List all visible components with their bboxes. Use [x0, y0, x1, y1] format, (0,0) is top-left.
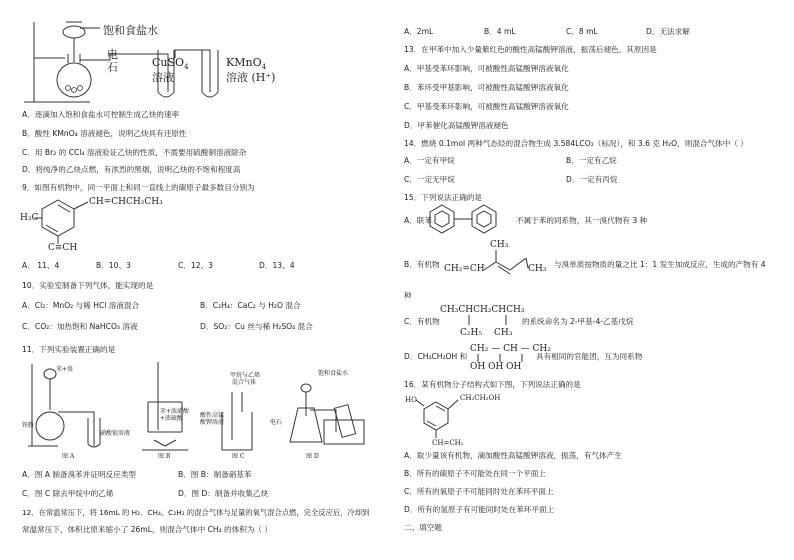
q16-option-d: D．所有的氢原子有可能同时处在苯环平面上 — [404, 505, 555, 514]
q16-option-c: C．所有的氧原子不可能同时处在苯环平面上 — [404, 487, 554, 496]
q11-option-b: B．图 B：制备硝基苯 — [178, 470, 252, 479]
label-saturated-brine-d: 饱和食盐水 — [318, 370, 349, 377]
q16-vinyl: CH=CH₂ — [432, 439, 464, 447]
q15-option-c-text: 的系统命名为 2-甲基-4-乙基戊烷 — [522, 317, 634, 326]
q15-c-branches — [440, 315, 520, 329]
label-benzene-nitric: 苯+浓硝酸 — [160, 408, 190, 415]
q16-option-b: B．所有的碳原子不可能处在同一个平面上 — [404, 469, 546, 478]
q15-option-d-prefix: D．CH₃CH₂OH 和 — [404, 352, 468, 361]
q9-option-a: A． 11、4 — [22, 261, 60, 270]
caption-figure-c: 图 C — [232, 453, 245, 460]
q8-option-a: A．逐滴加入饱和食盐水可控制生成乙炔的速率 — [22, 110, 180, 119]
round-flask — [57, 63, 91, 97]
q10-stem: 10．实验室制备下列气体，能实现的是 — [22, 281, 154, 290]
q12-option-b: B．4 mL — [484, 27, 516, 36]
bond — [484, 262, 496, 270]
q13-option-d: D．甲苯催化高锰酸钾溶液褪色 — [404, 121, 509, 130]
label-sulfuric: +浓硫酸 — [160, 415, 184, 422]
label-mixed-gas: 混合气体 — [232, 379, 257, 386]
q14-option-a: A．一定有甲烷 — [404, 156, 455, 165]
q9-option-d: D．13、4 — [259, 261, 295, 270]
bond-to-chain — [448, 400, 458, 409]
burner-b — [154, 440, 176, 446]
label-benzene-bromine: 苯+溴 — [56, 366, 74, 373]
q8-option-b: B．酸性 KMnO₄ 溶液褪色，说明乙炔具有还原性 — [22, 129, 187, 138]
label-cuso4-solution: 溶液 — [152, 71, 174, 84]
q16-option-a: A．取少量该有机物，滴加酸性高锰酸钾溶液，振荡，有气体产生 — [404, 451, 622, 460]
q15-option-d-text: 具有相同的官能团，互为同系物 — [536, 352, 643, 361]
label-kmno4-sub: 4 — [261, 63, 267, 72]
q11-option-d: D．图 D：制备并收集乙炔 — [178, 489, 269, 498]
q11-figure-a — [28, 360, 108, 450]
calcium-carbide-lump — [72, 88, 77, 93]
q15-d-glycerol-bottom: OH OH OH — [470, 362, 522, 372]
q15-option-a-prefix: A．联苯 — [404, 216, 432, 225]
q13-option-c: C．甲基受苯环影响，可被酸性高锰酸钾溶液氧化 — [404, 102, 569, 111]
inner-ring-1 — [435, 211, 449, 227]
calcium-carbide-lump — [66, 86, 71, 91]
double-bond — [46, 225, 58, 232]
q9-methyl-label: H₃C — [20, 213, 39, 223]
label-saturated-brine: 饱和食盐水 — [103, 24, 158, 37]
q15-b-vinyl: CH₂=CH — [444, 264, 485, 274]
q14-option-b: B．一定有乙烷 — [566, 156, 617, 165]
q15-b-methyl-top: CH₃ — [490, 240, 509, 250]
q15-c-ethyl: C₂H₅ — [460, 328, 482, 338]
label-kmno4-solution: 溶液 (H⁺) — [226, 71, 276, 84]
section-fill-in-heading: 二、填空题 — [404, 523, 442, 532]
funnel-a — [44, 369, 56, 379]
q14-option-d: D．一定有丙烷 — [566, 175, 618, 184]
q9-chain-label: CH=CHCH₂CH₃ — [89, 197, 163, 207]
label-carbide-2: 石 — [107, 61, 118, 74]
q12-option-c: C．8 mL — [566, 27, 598, 36]
label-iron-powder: 铁粉 — [22, 422, 35, 429]
q12-option-a: A．2mL — [404, 27, 434, 36]
q14-stem: 14．燃烧 0.1mol 两种气态烃的混合物生成 3.584LCO₂（标况），和 3.6 克 H₂O，则混合气体中（ ） — [404, 139, 748, 148]
double-bond — [498, 266, 510, 274]
q12-stem-line2: 常温常压下，体积比原来缩小了 26mL，则混合气体中 CH₄ 的体积为（ ） — [22, 525, 273, 534]
q15-b-skeleton — [482, 248, 542, 278]
q11-option-c: C．图 C 除去甲烷中的乙烯 — [22, 489, 114, 498]
q10-option-a: A．Cl₂：MnO₂ 与稀 HCl 溶液混合 — [22, 301, 140, 310]
q13-stem: 13．在甲苯中加入少量紫红色的酸性高锰酸钾溶液，振荡后褪色。其原因是 — [404, 45, 657, 54]
benzene-ring-1 — [430, 205, 454, 233]
q12-option-d: D．无法求解 — [646, 27, 690, 36]
inner-ring-2 — [477, 211, 491, 227]
wash-bottle-c — [222, 412, 252, 450]
q16-hydroxyl: HO — [405, 396, 417, 404]
q15-stem: 15．下列说法正确的是 — [404, 193, 483, 202]
q11-stem: 11．下列实验装置正确的是 — [22, 345, 116, 354]
collecting-jar-d — [334, 405, 355, 438]
bond — [510, 258, 526, 270]
label-carbide-1: 电 — [107, 48, 118, 61]
q8-option-d: D．将纯净的乙炔点燃，有浓烈的黑烟，说明乙炔的不饱和程度高 — [22, 165, 241, 174]
q15-option-b-text: 与溴单质按物质的量之比 1：1 发生加成反应，生成的产物有 4 — [554, 260, 766, 269]
bond — [526, 258, 528, 268]
caption-figure-d: 图 D — [306, 453, 319, 460]
q8-option-c: C．用 Br₂ 的 CCl₄ 溶液验证乙炔的性质，不需要用硫酸铜溶液除杂 — [22, 148, 247, 157]
biphenyl-structure — [426, 202, 516, 236]
q14-option-c: C．一定无甲烷 — [404, 175, 455, 184]
q9-stem: 9．如图有机物中，同一平面上和同一直线上的碳原子最多数目分别为 — [22, 183, 255, 192]
bond-to-oh — [416, 400, 424, 406]
tube-d — [310, 410, 336, 432]
q12-stem-line1: 12．在常温常压下，将 16mL 的 H₂、CH₄、C₂H₂ 的混合气体与足量的氧气混合点燃，完全反应后，冷却到 — [22, 508, 370, 517]
q9-option-c: C．12、3 — [178, 261, 213, 270]
q10-option-b: B．C₂H₄：CaC₂ 与 H₂O 混合 — [200, 301, 301, 310]
bond-to-chain — [74, 202, 88, 209]
q9-option-b: B．10、3 — [96, 261, 131, 270]
trough-d — [324, 420, 364, 444]
label-silver-nitrate: 硝酸银溶液 — [100, 430, 131, 437]
label-cuso4-sub: 4 — [184, 63, 189, 72]
q15-c-methyl: CH₃ — [494, 328, 513, 338]
label-kmno4-text: KMnO — [226, 56, 262, 69]
q16-stem: 16．某有机物分子结构式如下图，下列说法正确的是 — [404, 380, 581, 389]
q15-c-main-chain: CH₃CHCH₂CHCH₃ — [440, 305, 525, 315]
q15-option-b-prefix: B．有机物 — [404, 260, 440, 269]
q11-option-a: A．图 A 制备溴苯并证明反应类型 — [22, 470, 136, 479]
q15-option-b-continuation: 种 — [404, 291, 412, 300]
q15-option-c-prefix: C．有机物 — [404, 317, 440, 326]
caption-figure-a: 图 A — [62, 453, 75, 460]
label-cuso4-text: CuSO — [152, 56, 185, 69]
label-acid-kmno4-2: 酸钾溶液 — [200, 419, 225, 426]
q10-option-d: D．SO₂：Cu 丝与稀 H₂SO₄ 混合 — [200, 322, 313, 331]
benzene-ring-2 — [472, 205, 496, 233]
q11-figure-d — [280, 376, 370, 446]
q16-side-chain: CH₂CH₂OH — [460, 394, 501, 402]
label-acid-kmno4-1: 酸性高锰 — [200, 412, 225, 419]
q15-d-glycerol-top: CH₂ — CH — CH₂ — [470, 344, 551, 354]
q13-option-a: A．甲基受苯环影响，可被酸性高锰酸钾溶液氧化 — [404, 64, 569, 73]
q15-option-a-text: 不属于苯的同系物，其一溴代物有 3 种 — [516, 216, 648, 225]
q13-option-b: B．苯环受甲基影响，可被酸性高锰酸钾溶液氧化 — [404, 83, 569, 92]
caption-figure-b: 图 B — [158, 453, 171, 460]
calcium-carbide-lump — [78, 86, 83, 91]
label-carbide-d: 电石 — [270, 419, 283, 426]
label-methane-ethylene: 甲烷与乙烯 — [230, 372, 261, 379]
q10-option-c: C．CO₂：加热饱和 NaHCO₃ 溶液 — [22, 322, 138, 331]
flask-a — [36, 412, 64, 440]
q15-b-methyl-right: CH₃ — [528, 264, 547, 274]
funnel-d — [301, 384, 311, 392]
q9-alkyne-label: C≡CH — [48, 243, 78, 253]
q11-figure-c — [220, 392, 270, 462]
